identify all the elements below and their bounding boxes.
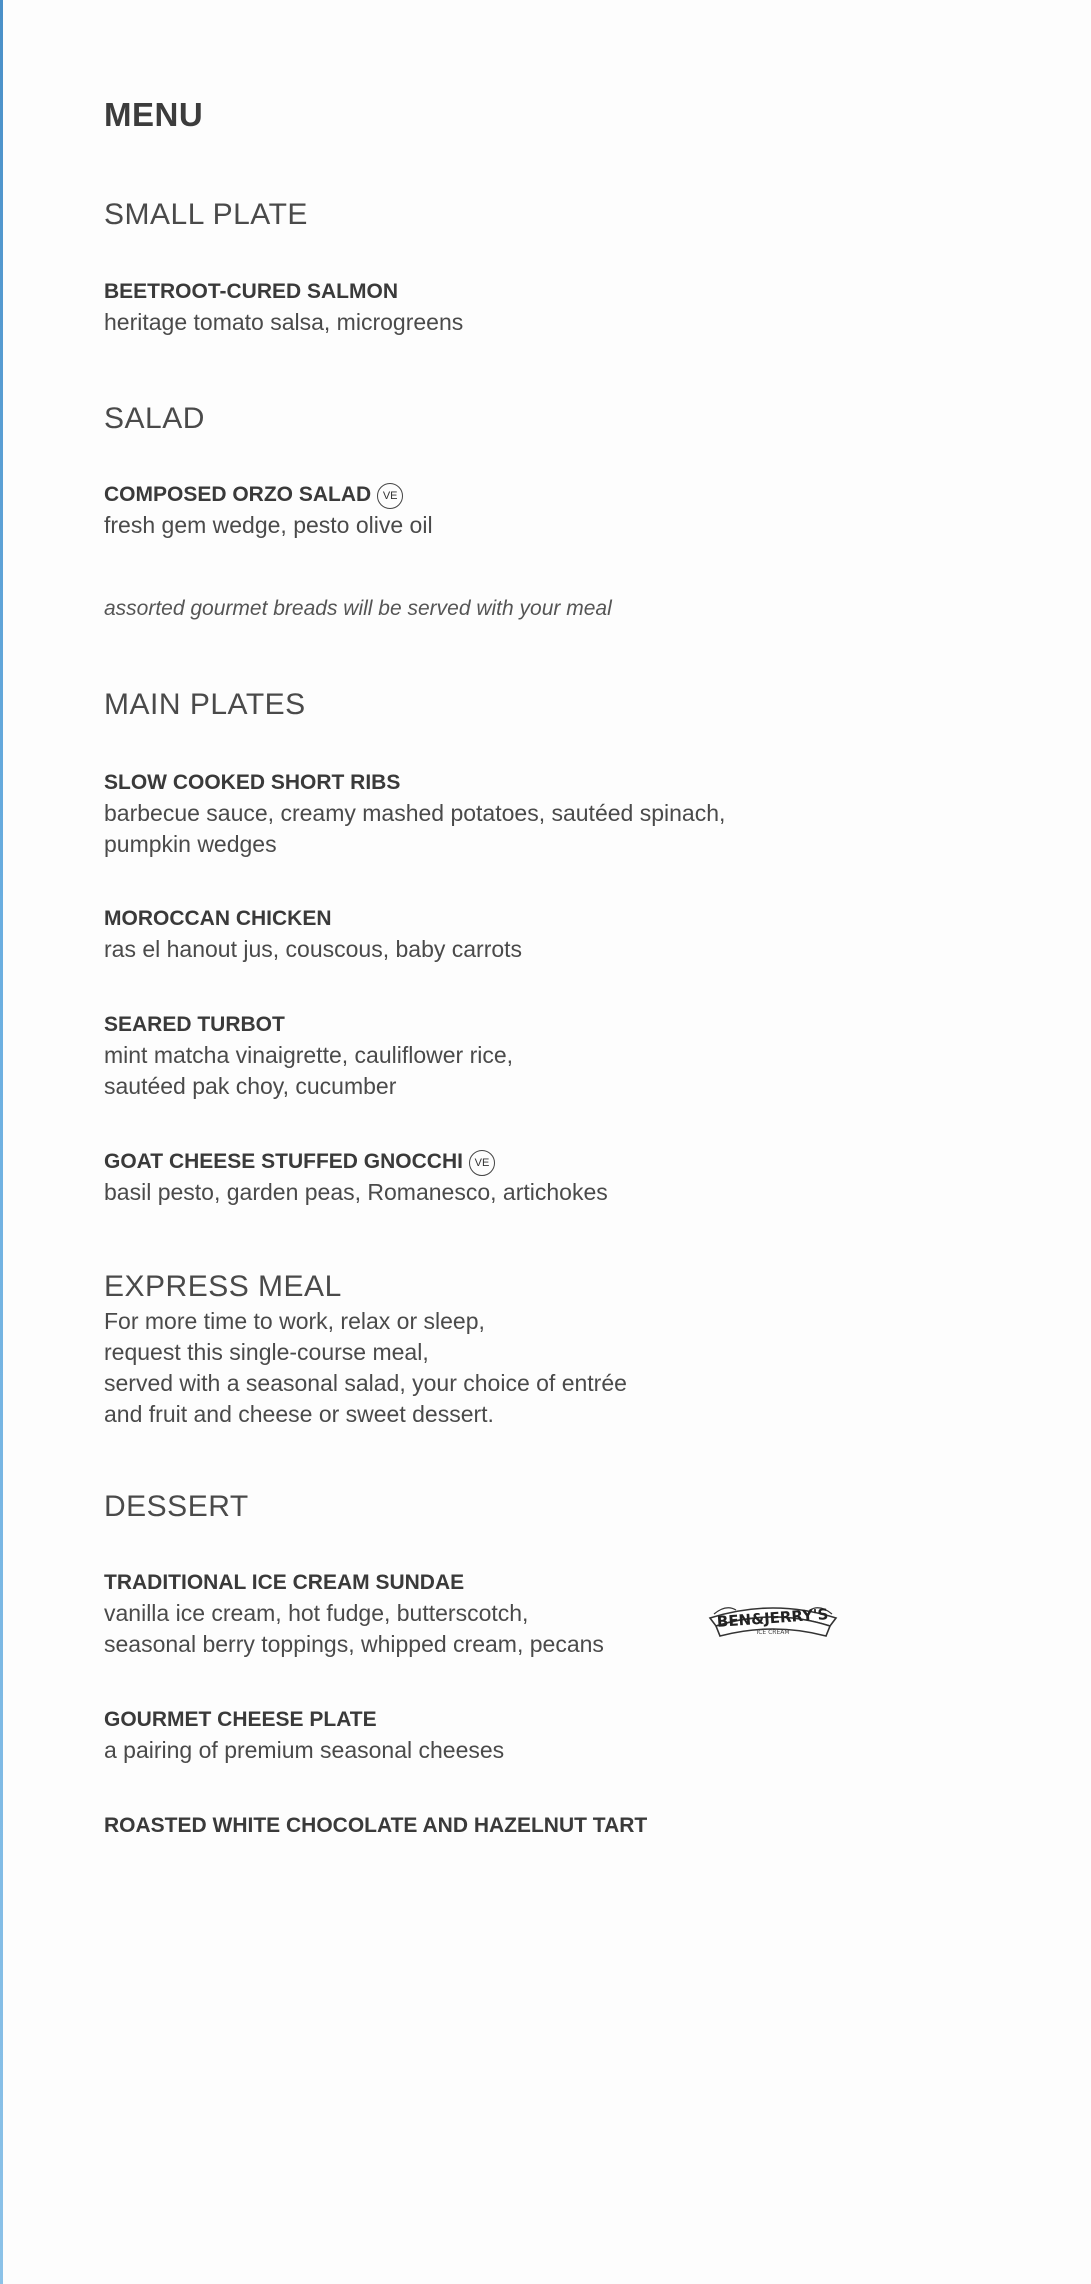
item-desc: pumpkin wedges [104,831,277,857]
logo-subtext: ICE CREAM [756,1629,790,1636]
item-name: SEARED TURBOT [104,1013,285,1036]
item-desc: vanilla ice cream, hot fudge, butterscotch, [104,1600,529,1626]
item-desc: heritage tomato salsa, microgreens [104,309,464,335]
express-meal-section [104,1268,627,1430]
menu-title: MENU [104,96,204,133]
item-desc: seasonal berry toppings, whipped cream, pecans [104,1631,604,1657]
item-name: TRADITIONAL ICE CREAM SUNDAE [104,1571,465,1594]
menu-item-seared-turbot [104,1010,513,1102]
item-desc: barbecue sauce, creamy mashed potatoes, sautéed spinach, [104,800,726,826]
menu-item-gourmet-cheese-plate [104,1705,504,1766]
express-desc-line: and fruit and cheese or sweet dessert. [104,1401,494,1427]
item-name-row [104,1147,608,1177]
menu-item-beetroot-cured-salmon [104,277,463,338]
item-desc: basil pesto, garden peas, Romanesco, artichokes [104,1179,608,1205]
item-desc: fresh gem wedge, pesto olive oil [104,512,433,538]
item-name: GOAT CHEESE STUFFED GNOCCHI [104,1150,463,1173]
item-desc: ras el hanout jus, couscous, baby carrots [104,936,523,962]
ben-and-jerrys-logo [706,1596,840,1644]
section-title-salad: SALAD [104,402,205,435]
item-name: MOROCCAN CHICKEN [104,907,332,930]
bread-note: assorted gourmet breads will be served with your meal [104,597,612,620]
item-name: BEETROOT-CURED SALMON [104,280,398,303]
item-name: COMPOSED ORZO SALAD [104,483,372,506]
menu-item-composed-orzo-salad [104,480,433,541]
section-title-express-meal: EXPRESS MEAL [104,1270,342,1303]
item-name: SLOW COOKED SHORT RIBS [104,771,401,794]
section-title-small-plate: SMALL PLATE [104,198,308,231]
page-edge [0,0,3,2284]
menu-item-goat-cheese-stuffed-gnocchi [104,1147,608,1208]
vegetarian-badge-icon: VE [469,1150,495,1176]
item-name-row [104,480,433,510]
logo-text: BEN&JERRY'S [716,1605,829,1631]
vegetarian-badge-icon: VE [377,483,403,509]
item-desc: mint matcha vinaigrette, cauliflower rice, [104,1042,514,1068]
menu-item-slow-cooked-short-ribs [104,768,725,860]
item-name: GOURMET CHEESE PLATE [104,1708,377,1731]
menu-item-traditional-ice-cream-sundae [104,1568,604,1660]
menu-item-moroccan-chicken [104,904,522,965]
menu-item-roasted-white-chocolate-and-hazelnut-tart [104,1811,647,1841]
express-desc-line: request this single-course meal, [104,1339,429,1365]
section-title-main-plates: MAIN PLATES [104,688,306,721]
section-title-dessert: DESSERT [104,1490,249,1523]
item-name: ROASTED WHITE CHOCOLATE AND HAZELNUT TART [104,1814,648,1837]
express-desc-line: For more time to work, relax or sleep, [104,1308,485,1334]
item-desc: sautéed pak choy, cucumber [104,1073,397,1099]
item-desc: a pairing of premium seasonal cheeses [104,1737,505,1763]
express-desc-line: served with a seasonal salad, your choice of entrée [104,1370,627,1396]
